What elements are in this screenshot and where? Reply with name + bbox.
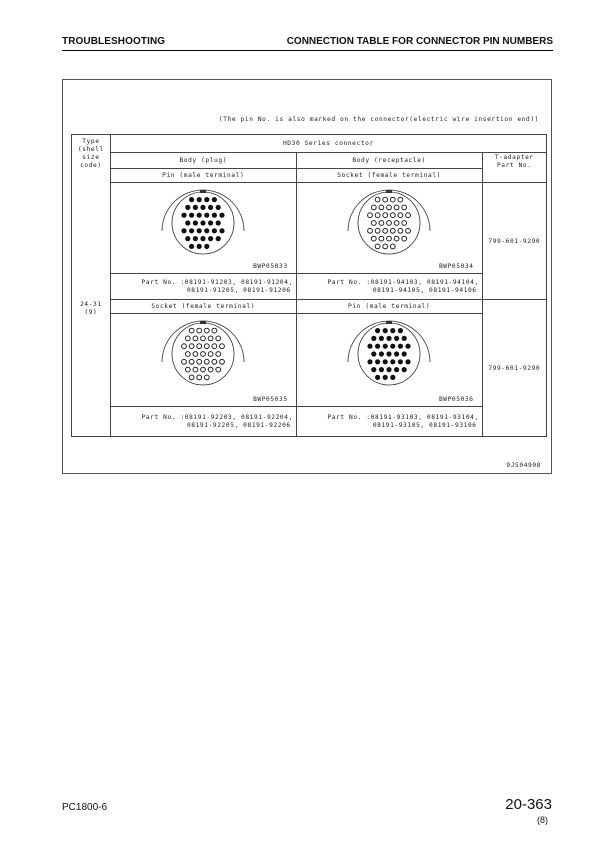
socket-terminal [372,205,377,210]
socket-terminal [368,228,373,233]
connector-key-mark [200,190,206,193]
socket-terminal [406,213,411,218]
row1-right-fig-id: BWP05034 [438,263,474,270]
row1-right-title: Socket (female terminal) [296,169,482,183]
part-line: 08191-93105, 08191-93106 [329,421,477,429]
figure-frame [62,79,552,474]
socket-terminal [189,344,194,349]
part-line: 08191-94105, 08191-94106 [329,286,477,294]
socket-terminal [201,352,206,357]
pin-terminal [371,351,376,356]
pin-terminal [220,228,225,233]
section-title: TROUBLESHOOTING [62,36,166,47]
socket-terminal [398,213,403,218]
pin-terminal [394,351,399,356]
pin-terminal [406,344,411,349]
socket-terminal [212,359,217,364]
part-line: Part No. :08191-92203, 08191-92204, [141,413,293,421]
pin-terminal [383,375,388,380]
connector-pin-male-diagram [334,314,444,390]
socket-terminal [189,375,194,380]
socket-terminal [375,228,380,233]
page-title: CONNECTION TABLE FOR CONNECTOR PIN NUMBERS [286,36,553,47]
socket-terminal [391,213,396,218]
socket-terminal [391,228,396,233]
pin-terminal [402,351,407,356]
page-header [62,36,553,51]
pin-terminal [201,236,206,241]
pin-terminal [379,367,384,372]
socket-terminal [197,328,202,333]
socket-terminal [201,336,206,341]
socket-terminal [205,359,210,364]
socket-terminal [189,328,194,333]
receptacle-header: Body (receptacle) [296,153,482,169]
part-line: Part No. :08191-91203, 08191-91204, [141,278,293,286]
pin-terminal [390,375,395,380]
pin-terminal [182,213,187,218]
pin-terminal [208,220,213,225]
pin-terminal [193,205,198,210]
socket-terminal [387,205,392,210]
socket-terminal [182,359,187,364]
pin-terminal [398,344,403,349]
pin-terminal [371,367,376,372]
pin-terminal [375,344,380,349]
pin-terminal [204,244,209,249]
pin-terminal [182,228,187,233]
row2-right-fig-id: BWP05036 [438,396,474,403]
socket-terminal [205,344,210,349]
socket-terminal [383,244,388,249]
part-line: 08191-92205, 08191-92206 [143,421,291,429]
pin-terminal [390,359,395,364]
socket-terminal [387,236,392,241]
pin-terminal [390,328,395,333]
socket-terminal [189,359,194,364]
type-header: Type (shell size code) [72,135,111,183]
pin-terminal [201,205,206,210]
pin-terminal [368,344,373,349]
pin-terminal [387,367,392,372]
pin-terminal [398,328,403,333]
pin-terminal [379,336,384,341]
pin-terminal [216,236,221,241]
pin-terminal [390,344,395,349]
pin-terminal [193,236,198,241]
socket-terminal [391,244,396,249]
pin-terminal [375,359,380,364]
pin-terminal [406,359,411,364]
socket-terminal [220,344,225,349]
page-number: 20-363 [505,796,552,813]
socket-terminal [394,236,399,241]
pin-terminal [375,328,380,333]
socket-terminal [186,336,191,341]
shell-size-cell: 24-31 (9) [72,183,111,437]
pin-terminal [201,220,206,225]
socket-terminal [394,221,399,226]
row2-left-part-no [110,407,296,437]
connector-socket-female-diagram [334,183,444,259]
row2-right-title: Pin (male terminal) [296,300,482,314]
part-line: Part No. :08191-93103, 08191-93104, [327,413,479,421]
connector-socket-female-diagram [148,314,258,390]
socket-terminal [372,236,377,241]
pin-terminal [402,367,407,372]
pin-terminal [383,328,388,333]
row1-adapter: 799-601-9290 [482,183,546,300]
socket-terminal [372,221,377,226]
socket-terminal [383,213,388,218]
socket-terminal [197,344,202,349]
pin-terminal [398,359,403,364]
socket-terminal [383,228,388,233]
socket-terminal [182,344,187,349]
pin-terminal [193,220,198,225]
socket-terminal [205,328,210,333]
socket-terminal [402,205,407,210]
socket-terminal [402,221,407,226]
socket-terminal [375,213,380,218]
row1-left-part-no [110,274,296,300]
socket-terminal [208,367,213,372]
row1-left-figure-cell [110,183,296,274]
pin-terminal [189,197,194,202]
socket-terminal [193,336,198,341]
row2-left-figure-cell [110,314,296,407]
series-header: HD30 Series connector [110,135,546,153]
row2-left-fig-id: BWP05035 [253,396,288,403]
pin-terminal [197,228,202,233]
pin-terminal [185,205,190,210]
socket-terminal [379,236,384,241]
pin-terminal [216,205,221,210]
pin-terminal [208,236,213,241]
connector-table [71,134,547,437]
pin-terminal [197,213,202,218]
pin-terminal [220,213,225,218]
socket-terminal [394,205,399,210]
pin-terminal [212,213,217,218]
socket-terminal [205,375,210,380]
row2-right-figure-cell [296,314,482,407]
part-line: Part No. :08191-94103, 08191-94104, [327,278,479,286]
connector-pin-male-diagram [148,183,258,259]
socket-terminal [375,197,380,202]
socket-terminal [398,197,403,202]
pin-number-note: (The pin No. is also marked on the connector(electric wire insertion end)) [218,116,539,123]
socket-terminal [193,352,198,357]
socket-terminal [212,344,217,349]
socket-terminal [375,244,380,249]
pin-terminal [185,236,190,241]
connector-key-mark [200,321,206,324]
pin-terminal [216,220,221,225]
pin-terminal [394,367,399,372]
socket-terminal [391,197,396,202]
pin-terminal [394,336,399,341]
socket-terminal [406,228,411,233]
socket-terminal [402,236,407,241]
socket-terminal [368,213,373,218]
socket-terminal [216,352,221,357]
socket-terminal [383,197,388,202]
pin-terminal [387,351,392,356]
row1-left-fig-id: BWP05033 [253,263,288,270]
socket-terminal [193,367,198,372]
pin-terminal [212,197,217,202]
pin-terminal [402,336,407,341]
pin-terminal [204,197,209,202]
pin-terminal [197,244,202,249]
pin-terminal [189,213,194,218]
pin-terminal [383,344,388,349]
socket-terminal [186,367,191,372]
socket-terminal [216,367,221,372]
pin-terminal [189,244,194,249]
pin-terminal [185,220,190,225]
part-line: 08191-91205, 08191-91206 [143,286,291,294]
pin-terminal [375,375,380,380]
adapter-header: T-adapter Part No. [482,153,546,183]
pin-terminal [371,336,376,341]
socket-terminal [197,375,202,380]
socket-terminal [387,221,392,226]
pin-terminal [204,228,209,233]
socket-terminal [216,336,221,341]
pin-terminal [379,351,384,356]
pin-terminal [208,205,213,210]
row1-right-part-no [296,274,482,300]
pin-terminal [383,359,388,364]
pin-terminal [212,228,217,233]
pin-terminal [204,213,209,218]
figure-id: 9JS04908 [506,462,541,469]
socket-terminal [186,352,191,357]
socket-terminal [398,228,403,233]
pin-terminal [197,197,202,202]
row2-left-title: Socket (female terminal) [110,300,296,314]
pin-terminal [189,228,194,233]
connector-key-mark [386,190,392,193]
row2-right-part-no [296,407,482,437]
socket-terminal [379,205,384,210]
row2-adapter: 799-601-9290 [482,300,546,437]
row1-left-title: Pin (male terminal) [110,169,296,183]
socket-terminal [212,328,217,333]
socket-terminal [201,367,206,372]
socket-terminal [379,221,384,226]
plug-header: Body (plug) [110,153,296,169]
pin-terminal [387,336,392,341]
model-name: PC1800-6 [62,802,108,813]
page-revision: (8) [537,815,548,825]
socket-terminal [208,352,213,357]
connector-key-mark [386,321,392,324]
socket-terminal [220,359,225,364]
socket-terminal [197,359,202,364]
row1-right-figure-cell [296,183,482,274]
pin-terminal [368,359,373,364]
socket-terminal [208,336,213,341]
